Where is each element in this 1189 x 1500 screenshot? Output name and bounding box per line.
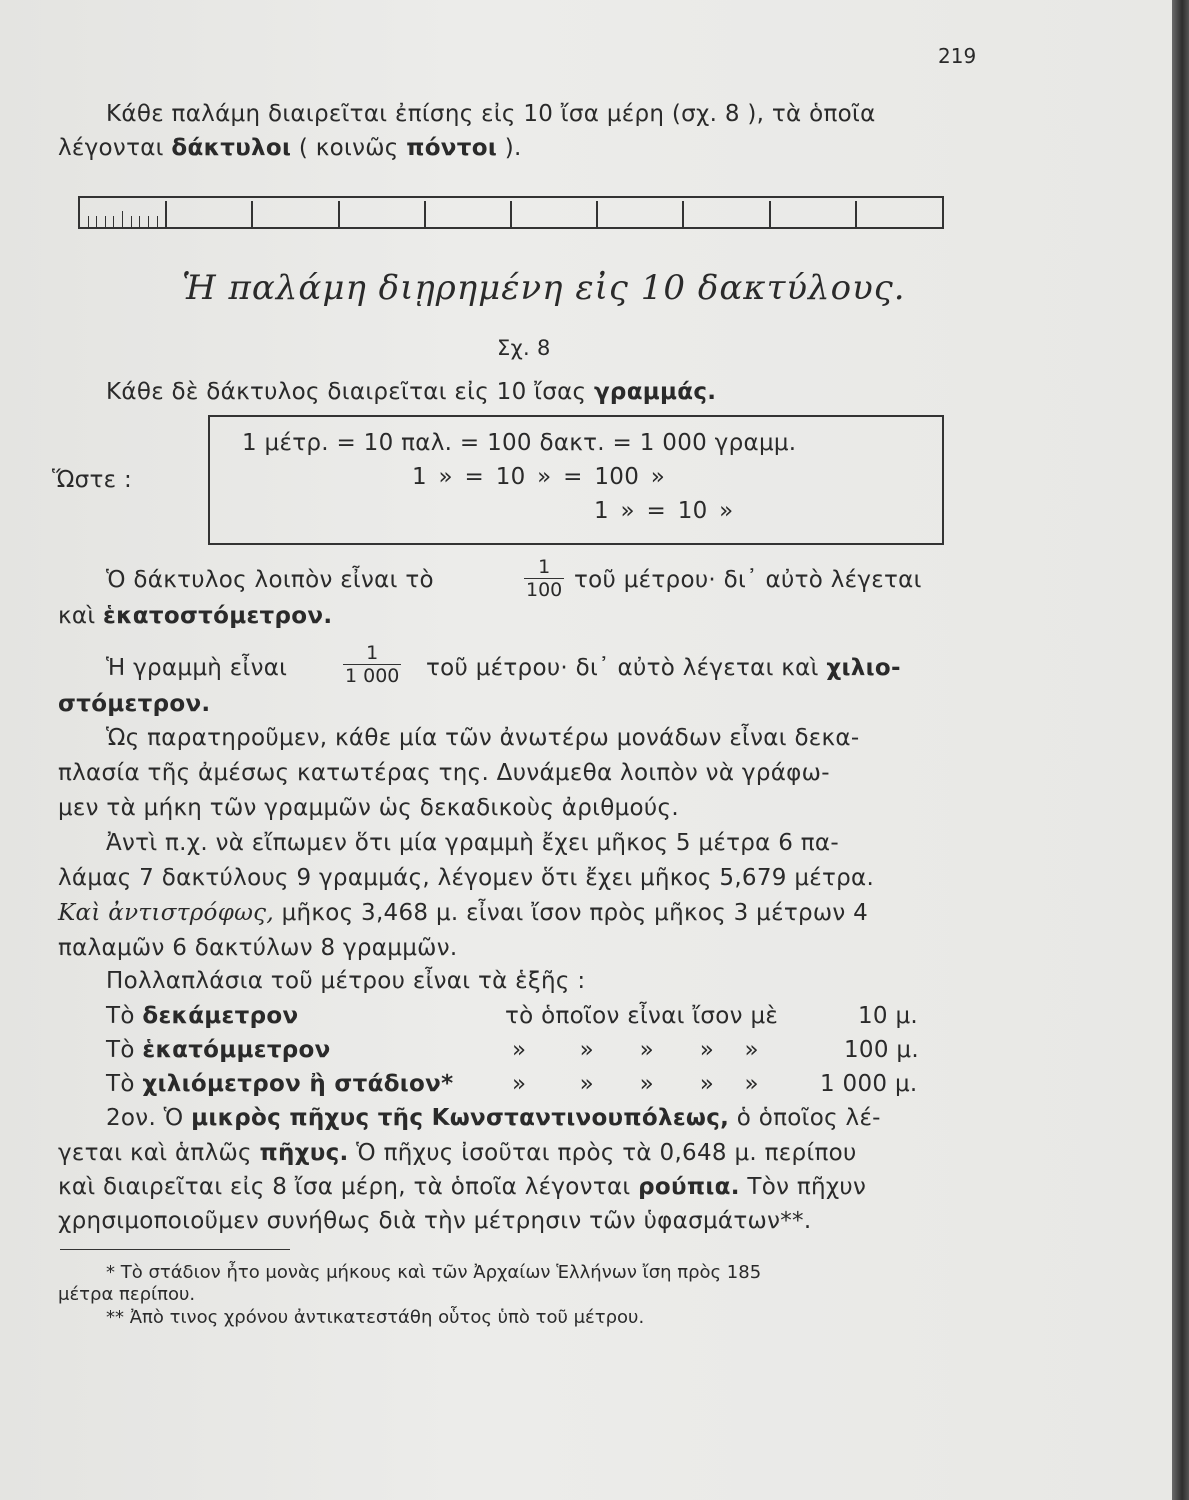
- para3-line2: καὶ ἑκατοστόμετρον.: [58, 603, 333, 629]
- para4-post: τοῦ μέτρου· δι᾽ αὐτὸ λέγεται καὶ χιλιο-: [426, 655, 901, 681]
- ruler-minor-tick: [148, 216, 149, 227]
- para5-line3: μεν τὰ μήκη τῶν γραμμῶν ὡς δεκαδικοὺς ἀριθμούς.: [58, 795, 679, 821]
- multiple-row-value: 100 μ.: [844, 1037, 919, 1063]
- table-row-2: 1 » = 10 » = 100 »: [412, 464, 666, 490]
- ruler-minor-tick: [157, 216, 158, 227]
- ruler-major-tick: [855, 201, 857, 227]
- multiple-row-value: 10 μ.: [858, 1003, 919, 1029]
- term-pichys: πῆχυς.: [259, 1140, 349, 1166]
- ruler-figure: [78, 196, 944, 229]
- multiple-row-desc: » » » » »: [512, 1071, 759, 1097]
- ruler-major-tick: [769, 201, 771, 227]
- footnote-1-line1: * Τὸ στάδιον ἦτο μονὰς μήκους καὶ τῶν Ἀρχαίων Ἑλλήνων ἴση πρὸς 185: [106, 1262, 762, 1283]
- figure-label: Σχ. 8: [497, 336, 551, 360]
- conversion-table: [208, 415, 944, 545]
- multiple-row-name: Τὸ χιλιόμετρον ἢ στάδιον*: [106, 1071, 454, 1097]
- para5-line2: πλασία τῆς ἀμέσως κατωτέρας της. Δυνάμεθα λοιπὸν νὰ γράφω-: [58, 760, 830, 786]
- term-daktyloi: δάκτυλοι: [171, 135, 292, 161]
- para4-pre: Ἡ γραμμὴ εἶναι: [106, 655, 288, 681]
- ruler-minor-tick: [139, 216, 140, 227]
- ruler-major-tick: [165, 201, 167, 227]
- term-mikros-pichys: μικρὸς πῆχυς τῆς Κωνσταντινουπόλεως,: [191, 1105, 730, 1131]
- table-label: Ὥστε :: [52, 467, 133, 493]
- ruler-minor-tick: [96, 216, 97, 227]
- book-spine-edge: [1172, 0, 1189, 1500]
- para3-post: τοῦ μέτρου· δι᾽ αὐτὸ λέγεται: [574, 567, 922, 593]
- footnote-1-line2: μέτρα περίπου.: [58, 1284, 196, 1305]
- ruler-minor-tick: [105, 216, 106, 227]
- fraction-1-100: $\frac{1}{100}$: [526, 556, 563, 601]
- multiple-row-value: 1 000 μ.: [820, 1071, 918, 1097]
- term-roupia: ρούπια.: [638, 1174, 740, 1200]
- para7-line1: 2ον. Ὁ μικρὸς πῆχυς τῆς Κωνσταντινουπόλεως, ὁ ὁποῖος λέ-: [106, 1105, 881, 1131]
- para1-line2: λέγονται δάκτυλοι ( κοινῶς πόντοι ).: [58, 135, 522, 161]
- para7-line3: καὶ διαιρεῖται εἰς 8 ἴσα μέρη, τὰ ὁποῖα λέγονται ρούπια. Τὸν πῆχυν: [58, 1174, 867, 1200]
- footnote-divider: [60, 1249, 290, 1250]
- fraction-1-1000: $\frac{1}{1 000}$: [345, 642, 400, 687]
- multiples-intro: Πολλαπλάσια τοῦ μέτρου εἶναι τὰ ἑξῆς :: [106, 968, 586, 994]
- multiple-row-desc: τὸ ὁποῖον εἶναι ἴσον μὲ: [505, 1003, 779, 1029]
- term-pontoi: πόντοι: [406, 135, 498, 161]
- term-chilio: χιλιο-: [826, 655, 901, 681]
- ruler-minor-tick: [113, 216, 114, 227]
- ruler-major-tick: [682, 201, 684, 227]
- para7-line2: γεται καὶ ἁπλῶς πῆχυς. Ὁ πῆχυς ἰσοῦται πρὸς τὰ 0,648 μ. περίπου: [58, 1140, 857, 1166]
- para6-line4: παλαμῶν 6 δακτύλων 8 γραμμῶν.: [58, 935, 458, 961]
- page-number: 219: [938, 44, 977, 68]
- table-row-3: 1 » = 10 »: [594, 498, 734, 524]
- ruler-major-tick: [596, 201, 598, 227]
- multiple-row-name: Τὸ ἑκατόμμετρον: [106, 1037, 331, 1063]
- para1-line1: Κάθε παλάμη διαιρεῖται ἐπίσης εἰς 10 ἴσα μέρη (σχ. 8 ), τὰ ὁποῖα: [106, 101, 876, 127]
- para6-line3: Καὶ ἀντιστρόφως, μῆκος 3,468 μ. εἶναι ἴσον πρὸς μῆκος 3 μέτρων 4: [58, 900, 869, 926]
- ruler-minor-tick: [122, 211, 123, 227]
- multiple-row-desc: » » » » »: [512, 1037, 759, 1063]
- para2: Κάθε δὲ δάκτυλος διαιρεῖται εἰς 10 ἴσας γραμμάς.: [106, 379, 717, 405]
- ruler-minor-tick: [88, 216, 89, 227]
- ruler-minor-tick: [131, 216, 132, 227]
- footnote-2: ** Ἀπὸ τινος χρόνου ἀντικατεστάθη οὗτος ὑπὸ τοῦ μέτρου.: [106, 1307, 645, 1328]
- para5-line1: Ὡς παρατηροῦμεν, κάθε μία τῶν ἀνωτέρω μονάδων εἶναι δεκα-: [106, 725, 860, 751]
- figure-caption: Ἡ παλάμη διῃρημένη εἰς 10 δακτύλους.: [182, 268, 906, 308]
- term-chiliostometron: στόμετρον.: [58, 691, 211, 717]
- term-ekatostometron: ἑκατοστόμετρον.: [103, 603, 333, 629]
- para6-line2: λάμας 7 δακτύλους 9 γραμμάς, λέγομεν ὅτι ἔχει μῆκος 5,679 μέτρα.: [58, 865, 875, 891]
- ruler-major-tick: [338, 201, 340, 227]
- table-row-1: 1 μέτρ. = 10 παλ. = 100 δακτ. = 1 000 γραμμ.: [242, 430, 797, 456]
- ruler-major-tick: [251, 201, 253, 227]
- para6-line1: Ἀντὶ π.χ. νὰ εἴπωμεν ὅτι μία γραμμὴ ἔχει μῆκος 5 μέτρα 6 πα-: [106, 830, 839, 856]
- para7-line4: χρησιμοποιοῦμεν συνήθως διὰ τὴν μέτρησιν τῶν ὑφασμάτων**.: [58, 1208, 812, 1234]
- multiple-row-name: Τὸ δεκάμετρον: [106, 1003, 299, 1029]
- ruler-major-tick: [424, 201, 426, 227]
- para3-pre: Ὁ δάκτυλος λοιπὸν εἶναι τὸ: [106, 567, 434, 593]
- ruler-major-tick: [510, 201, 512, 227]
- para4-line2: [58, 690, 210, 718]
- term-grammas: γραμμάς.: [593, 379, 717, 405]
